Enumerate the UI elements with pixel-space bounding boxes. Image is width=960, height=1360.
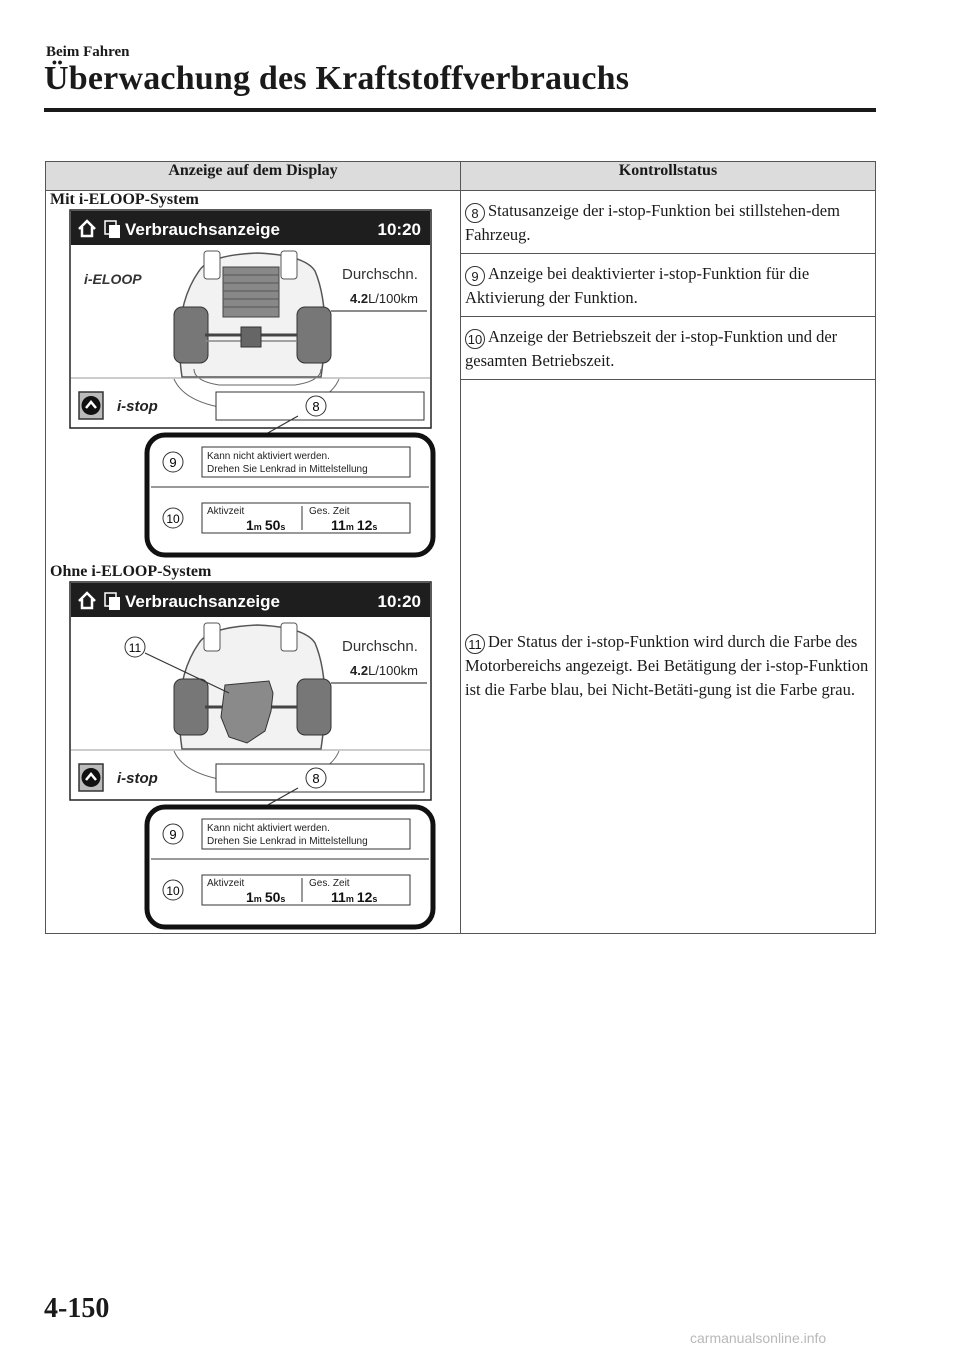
- average-label: Durchschn.: [342, 638, 418, 655]
- callout-9-number: 9: [169, 827, 177, 842]
- active-time-value: 1m 50s: [246, 889, 286, 905]
- screen-clock: 10:20: [377, 220, 421, 239]
- info-table: [45, 161, 876, 934]
- page-number: 4-150: [44, 1293, 110, 1324]
- illustration-cell: [46, 191, 461, 934]
- chevron-up-icon: [79, 392, 103, 419]
- istop-label: i-stop: [117, 770, 158, 787]
- total-time-value: 11m 12s: [331, 889, 378, 905]
- watermark: carmanualsonline.info: [690, 1330, 827, 1346]
- callout-number: 10: [465, 329, 485, 349]
- callout-10-number: 10: [166, 512, 180, 526]
- warning-line-2: Drehen Sie Lenkrad in Mittelstellung: [207, 836, 368, 847]
- status-text: Der Status der i-stop-Funktion wird durch die Farbe des Motorbereichs angezeigt. Bei Betätigung der i-stop-Funktion ist die Farbe blau, bei Nicht-Betäti-gung ist die Farbe grau.: [465, 632, 869, 699]
- active-time-label: Aktivzeit: [207, 506, 245, 517]
- screen-title: Verbrauchsanzeige: [125, 592, 280, 611]
- callout-8-number: 8: [312, 399, 320, 414]
- callout-number: 9: [465, 266, 485, 286]
- column-header-status: Kontrollstatus: [461, 162, 876, 191]
- without-eloop-label: Ohne i-ELOOP-System: [50, 563, 212, 580]
- with-eloop-label: Mit i-ELOOP-System: [50, 191, 199, 208]
- status-text: Anzeige der Betriebszeit der i-stop-Funktion und der gesamten Betriebszeit.: [465, 327, 838, 370]
- average-readout: 4.2L/100km: [350, 663, 418, 678]
- total-time-label: Ges. Zeit: [309, 878, 350, 889]
- callout-10-number: 10: [166, 884, 180, 898]
- eloop-display-illustration: [69, 209, 439, 561]
- eloop-label: i-ELOOP: [84, 271, 142, 287]
- table-header-row: [46, 162, 876, 191]
- callout-9-number: 9: [169, 455, 177, 470]
- average-label: Durchschn.: [342, 266, 418, 283]
- active-time-label: Aktivzeit: [207, 878, 245, 889]
- section-label: Beim Fahren: [46, 44, 130, 60]
- column-header-display: Anzeige auf dem Display: [46, 162, 461, 191]
- callout-11-number: 11: [128, 641, 142, 655]
- status-text: Anzeige bei deaktivierter i-stop-Funktion für die Aktivierung der Funktion.: [465, 264, 810, 307]
- callout-8-number: 8: [312, 771, 320, 786]
- warning-line-2: Drehen Sie Lenkrad in Mittelstellung: [207, 464, 368, 475]
- status-cell-9: [461, 254, 876, 317]
- warning-line-1: Kann nicht aktiviert werden.: [207, 451, 330, 462]
- active-time-value: 1m 50s: [246, 517, 286, 533]
- screen-title: Verbrauchsanzeige: [125, 220, 280, 239]
- warning-line-1: Kann nicht aktiviert werden.: [207, 823, 330, 834]
- no-eloop-display-illustration: [69, 581, 439, 933]
- page-title: Überwachung des Kraftstoffverbrauchs: [44, 60, 630, 97]
- title-rule: [44, 108, 876, 112]
- chevron-up-icon: [79, 764, 103, 791]
- callout-number: 8: [465, 203, 485, 223]
- total-time-value: 11m 12s: [331, 517, 378, 533]
- status-text: Statusanzeige der i-stop-Funktion bei stillstehen-dem Fahrzeug.: [465, 201, 840, 244]
- callout-number: 11: [465, 634, 485, 654]
- status-cell-8: [461, 191, 876, 254]
- total-time-label: Ges. Zeit: [309, 506, 350, 517]
- screen-clock: 10:20: [377, 592, 421, 611]
- table-row: [46, 191, 876, 254]
- status-cell-10: [461, 317, 876, 380]
- average-readout: 4.2L/100km: [350, 291, 418, 306]
- status-cell-11: [461, 380, 876, 934]
- istop-label: i-stop: [117, 398, 158, 415]
